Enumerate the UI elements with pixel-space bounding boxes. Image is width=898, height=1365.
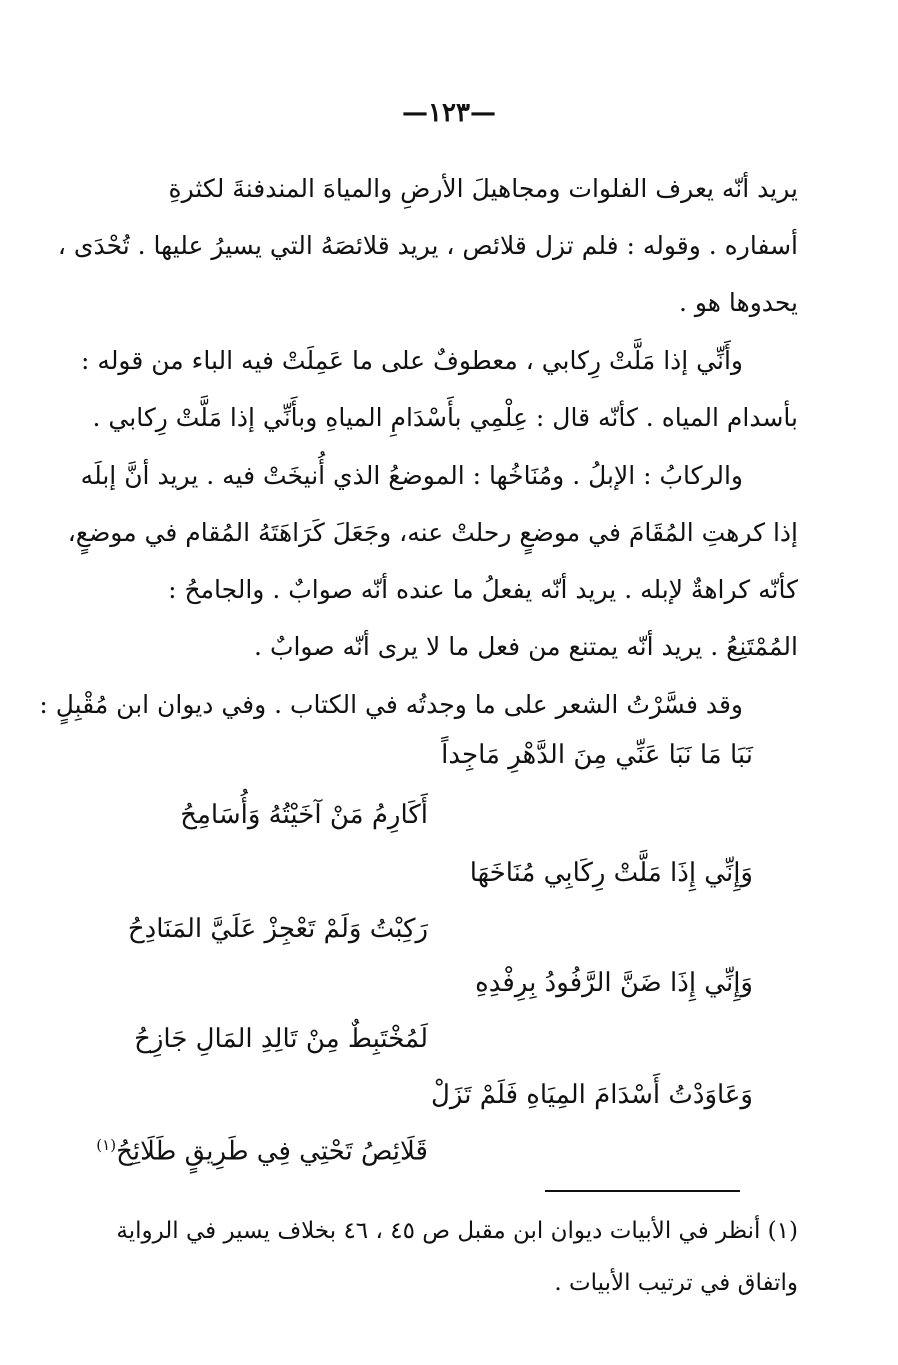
poem-verse-ajuz: لَمُخْتَبِطٌ مِنْ تَالِدِ المَالِ جَازِحُ	[134, 1024, 428, 1054]
paragraph-line: يريد أنّه يعرف الفلوات ومجاهيلَ الأرضِ والمياهَ المندفنةَ لكثرةِ	[168, 174, 798, 203]
footnotes	[98, 1205, 798, 1309]
footnote-marker: (١)	[96, 1136, 117, 1154]
poem-verse-ajuz: أَكَارِمُ مَنْ آخَيْتُهُ وَأُسَامِحُ	[180, 800, 428, 830]
paragraph-line: كأنّه كراهةٌ لإبله . يريد أنّه يفعلُ ما عنده أنّه صوابٌ . والجامحُ :	[168, 575, 798, 604]
paragraph-1	[57, 160, 798, 331]
paragraph-line: المُمْتَنِعُ . يريد أنّه يمتنع من فعل ما لا يرى أنّه صوابٌ .	[254, 632, 798, 661]
poem-verse-sadr: وَإِنِّي إِذَا ضَنَّ الرَّفُودُ بِرِفْدِهِ	[475, 968, 753, 998]
poem-verse-ajuz: رَكِبْتُ وَلَمْ تَعْجِزْ عَلَيَّ المَنَادِحُ	[127, 914, 428, 944]
paragraph-3	[67, 447, 798, 675]
paragraph-line: إذا كرهتِ المُقَامَ في موضعٍ رحلتْ عنه، وجَعَلَ كَرَاهَتَهُ المُقام في موضعٍ،	[67, 518, 798, 547]
page-number: —١٢٣—	[402, 98, 496, 128]
poem-verse-sadr: وَعَاوَدْتُ أَسْدَامَ المِيَاهِ فَلَمْ تَزَلْ	[430, 1080, 753, 1110]
paragraph-line: بأسدام المياه . كأنّه قال : عِلْمِي بأَسْدَامِ المياهِ وبأَنِّي إذا مَلَّتْ رِكابي .	[92, 403, 798, 432]
paragraph-line: وأَنِّي إذا مَلَّتْ رِكابي ، معطوفٌ على ما عَمِلَتْ فيه الباء من قوله :	[81, 346, 743, 375]
poem-verse-text: قَلَائِصُ تَحْتِي فِي طَرِيقٍ طَلَائِحُ	[116, 1136, 428, 1167]
poem-verse-sadr: وَإِنِّي إِذَا مَلَّتْ رِكَابِي مُنَاخَهَا	[469, 858, 753, 888]
paragraph-line: أسفاره . وقوله : فلم تزل قلائص ، يريد قلائصَهُ التي يسيرُ عليها . تُحْدَى ،	[57, 231, 798, 260]
paragraph-line: وقد فسَّرْتُ الشعر على ما وجدتُه في الكتاب . وفي ديوان ابن مُقْبِلٍ :	[39, 690, 743, 719]
paragraph-line: والركابُ : الإبلُ . ومُنَاخُها : الموضعُ الذي أُنيخَتْ فيه . يريد أنَّ إبلَه	[80, 461, 743, 490]
paragraph-2	[81, 332, 798, 446]
poem-verse-ajuz	[96, 1136, 428, 1167]
paragraph-line: يحدوها هو .	[678, 288, 798, 317]
footnote-divider	[545, 1190, 740, 1192]
paragraph-4	[39, 676, 798, 733]
footnote-line: (١) أنظر في الأبيات ديوان ابن مقبل ص ٤٥ ، ٤٦ بخلاف يسير في الرواية	[116, 1218, 798, 1244]
footnote-line: واتفاق في ترتيب الأبيات .	[554, 1270, 798, 1296]
poem-verse-sadr: نَبَا مَا نَبَا عَنِّي مِنَ الدَّهْرِ مَاجِداً	[441, 740, 753, 770]
